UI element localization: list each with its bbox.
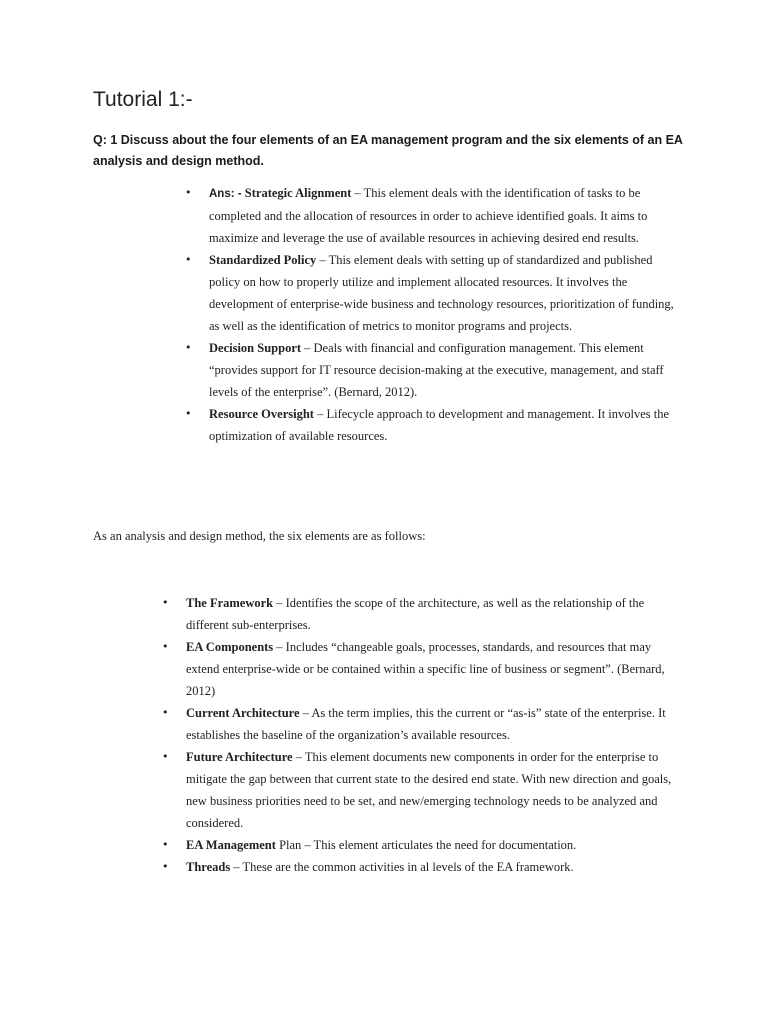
element-term: Strategic Alignment: [244, 186, 352, 200]
element-description: – Lifecycle approach to development and management. It involves the optimization of available resources.: [209, 407, 670, 443]
element-description: – Deals with financial and configuration management. This element “provides support for IT resource decision-making at the executive, management, and staff levels of the enterprise”. (Bernard, 2012).: [209, 341, 664, 399]
bullet-icon: •: [162, 750, 169, 763]
element-term: EA Components: [186, 640, 274, 654]
element-description: – This element documents new components in order for the enterprise to mitigate the gap between that current state to the desired end state. With new direction and goals, new business priorities need to be set, and new/emerging technology needs to be analyzed and considered.: [186, 750, 672, 830]
list-item: [162, 636, 677, 702]
bullet-icon: •: [185, 253, 192, 266]
bullet-icon: •: [162, 596, 169, 609]
list-item: [162, 702, 677, 746]
bullet-icon: •: [185, 186, 192, 199]
element-description: – This element deals with the identification of tasks to be completed and the allocation of resources in order to achieve identified goals. It aims to maximize and leverage the use of available resources in achieving desired end results.: [209, 186, 648, 245]
list-item: [185, 403, 675, 447]
element-term: EA Management: [186, 838, 276, 852]
list-item: [185, 337, 675, 403]
question-text: Q: 1 Discuss about the four elements of an EA management program and the six elements of an EA analysis and design method.: [93, 133, 683, 168]
element-term: Threads: [186, 860, 231, 874]
element-term: Future Architecture: [186, 750, 293, 764]
element-term: The Framework: [186, 596, 274, 610]
page-title: Tutorial 1:-: [93, 88, 193, 111]
answer-prefix: Ans: -: [209, 188, 245, 200]
element-description: – As the term implies, this the current or “as-is” state of the enterprise. It establishes the baseline of the organization’s available resources.: [186, 706, 666, 742]
bullet-icon: •: [162, 640, 169, 653]
bullet-icon: •: [162, 860, 169, 873]
bullet-icon: •: [185, 341, 192, 354]
list-item: [162, 746, 677, 834]
element-description: – These are the common activities in al levels of the EA framework.: [230, 860, 574, 874]
element-term: Current Architecture: [186, 706, 300, 720]
element-description: – Includes “changeable goals, processes, standards, and resources that may extend enterprise-wide or be contained within a specific line of business or segment”. (Bernard, 2012): [186, 640, 665, 698]
management-elements-list: [185, 182, 675, 447]
list-item: [162, 592, 677, 636]
bullet-icon: •: [162, 706, 169, 719]
element-description: – Identifies the scope of the architecture, as well as the relationship of the different sub-enterprises.: [186, 596, 645, 632]
list-item: [185, 182, 675, 249]
element-description: – This element deals with setting up of standardized and published policy on how to properly utilize and implement allocated resources. It involves the development of enterprise-wide business and technology resources, prioritization of funding, as well as the identification of metrics to monitor programs and projects.: [209, 253, 674, 333]
list-item: [185, 249, 675, 337]
element-term: Decision Support: [209, 341, 302, 355]
element-term: Standardized Policy: [209, 253, 317, 267]
section-intro: As an analysis and design method, the six elements are as follows:: [93, 529, 426, 543]
bullet-icon: •: [185, 407, 192, 420]
list-item: [162, 856, 677, 878]
element-term: Resource Oversight: [209, 407, 314, 421]
bullet-icon: •: [162, 838, 169, 851]
design-elements-list: [162, 592, 677, 878]
list-item: [162, 834, 677, 856]
element-description: Plan – This element articulates the need for documentation.: [275, 838, 577, 852]
